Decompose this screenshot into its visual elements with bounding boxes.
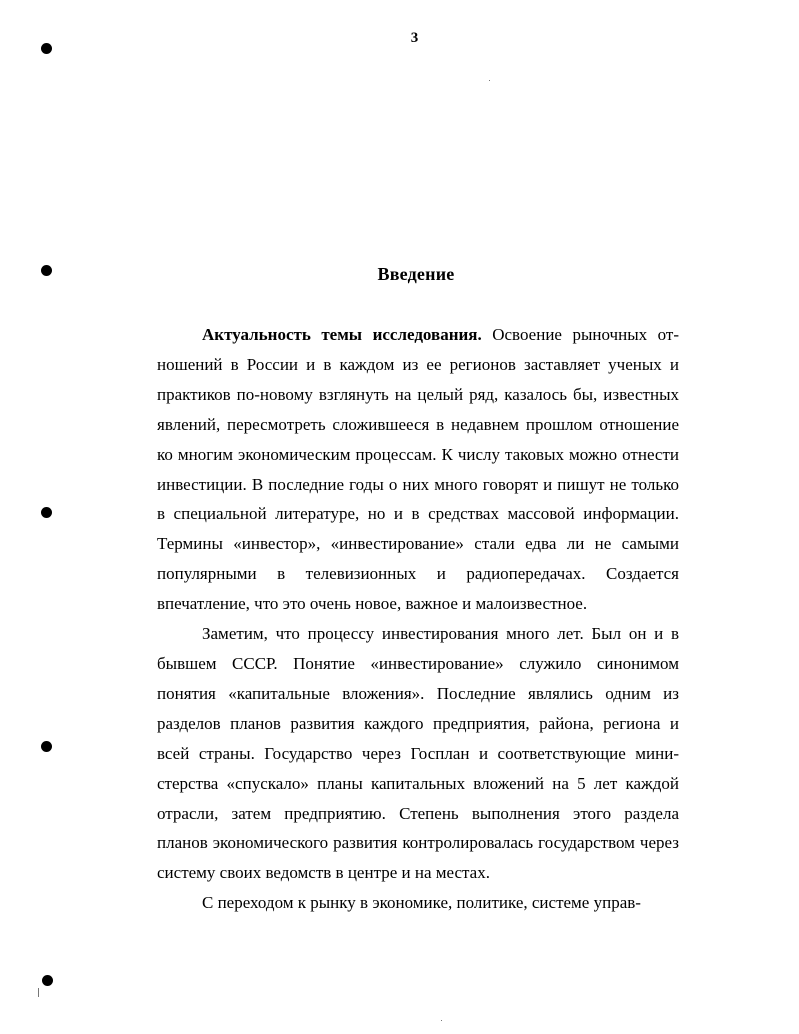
scan-speck	[489, 80, 490, 81]
paragraph-2	[157, 619, 679, 888]
paragraph-text: Заметим, что процессу инвестирования много лет. Был он и в бывшем СССР. Понятие «инвестирование» служило синонимом понятия «капитальные вложения». Последние являлись одним из разделов планов развития каждого предприятия, района, региона и всей страны. Государство через Госплан и соответствующие министерства «спускало» планы капитальных вложений на 5 лет каждой отрасли, затем предприятию. Степень выполнения этого раздела планов экономического развития контролировалась государством через систему своих ведомств в центре и на местах.	[157, 624, 679, 883]
binding-hole-3	[41, 507, 52, 518]
scan-speck	[441, 1020, 442, 1021]
body-text	[157, 320, 679, 918]
paragraph-1	[157, 320, 679, 619]
scan-speck	[38, 988, 39, 997]
page-number: 3	[410, 30, 419, 46]
paragraph-text: С переходом к рынку в экономике, политике, системе управ-	[202, 893, 641, 913]
binding-hole-5	[42, 975, 53, 986]
paragraph-text: Освоение рыночных отношений в России и в каждом из ее регионов заставляет ученых и практиков по-новому взглянуть на целый ряд, казалось бы, известных явлений, пересмотреть сложившееся в недавнем прошлом отношение ко многим экономическим процессам. К числу таковых можно отнести инвестиции. В последние годы о них много говорят и пишут не только в специальной литературе, но и в средствах массовой информации. Термины «инвестор», «инвестирование» стали едва ли не самыми популярными в телевизионных и радиопередачах. Создается впечатление, что это очень новое, важное и малоизвестное.	[157, 325, 679, 614]
section-heading: Введение	[377, 264, 455, 284]
paragraph-3	[157, 888, 679, 918]
binding-hole-4	[41, 741, 52, 752]
paragraph-lead: Актуальность темы исследования.	[202, 325, 482, 344]
binding-hole-1	[41, 43, 52, 54]
